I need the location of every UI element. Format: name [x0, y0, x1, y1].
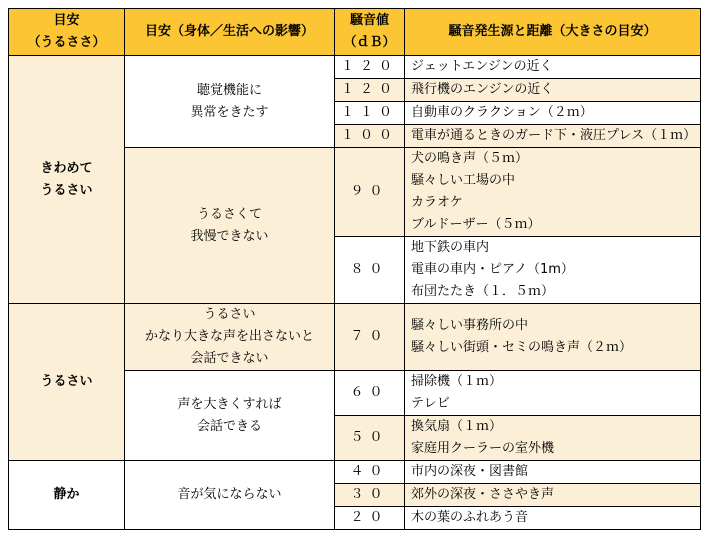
db-cell: ８０: [335, 237, 405, 304]
source-cell: 郊外の深夜・ささやき声: [405, 484, 701, 507]
table-row: [9, 461, 701, 484]
db-cell: １２０: [335, 79, 405, 102]
db-cell: ２０: [335, 507, 405, 530]
source-cell: 飛行機のエンジンの近く: [405, 79, 701, 102]
effect-cell: うるさくて 我慢できない: [125, 148, 335, 304]
level-cell: きわめて うるさい: [9, 56, 125, 304]
effect-cell: うるさい かなり大きな声を出さないと 会話できない: [125, 304, 335, 371]
effect-cell: 声を大きくすれば 会話できる: [125, 371, 335, 461]
level-cell: うるさい: [9, 304, 125, 461]
table-header-row: [9, 9, 701, 56]
source-cell: 木の葉のふれあう音: [405, 507, 701, 530]
source-cell: 換気扇（１ｍ） 家庭用クーラーの室外機: [405, 416, 701, 461]
table-row: [9, 56, 701, 79]
source-cell: 市内の深夜・図書館: [405, 461, 701, 484]
db-cell: ５０: [335, 416, 405, 461]
db-cell: ４０: [335, 461, 405, 484]
db-cell: １００: [335, 125, 405, 148]
source-cell: 地下鉄の車内 電車の車内・ピアノ（1m） 布団たたき（１．５ｍ）: [405, 237, 701, 304]
db-cell: ３０: [335, 484, 405, 507]
table-row: [9, 304, 701, 371]
noise-level-table: [8, 8, 701, 530]
source-cell: 自動車のクラクション（２ｍ）: [405, 102, 701, 125]
level-cell: 静か: [9, 461, 125, 530]
header-db: 騒音値 （ｄＢ）: [335, 9, 405, 56]
header-effect: 目安（身体／生活への影響）: [125, 9, 335, 56]
source-cell: 騒々しい事務所の中 騒々しい街頭・セミの鳴き声（２ｍ）: [405, 304, 701, 371]
source-cell: 掃除機（１ｍ） テレビ: [405, 371, 701, 416]
db-cell: ６０: [335, 371, 405, 416]
db-cell: １２０: [335, 56, 405, 79]
header-source: 騒音発生源と距離（大きさの目安）: [405, 9, 701, 56]
source-cell: 犬の鳴き声（５ｍ） 騒々しい工場の中 カラオケ ブルドーザー（５ｍ）: [405, 148, 701, 237]
db-cell: ７０: [335, 304, 405, 371]
source-cell: 電車が通るときのガード下・液圧プレス（１ｍ）: [405, 125, 701, 148]
db-cell: ９０: [335, 148, 405, 237]
effect-cell: 音が気にならない: [125, 461, 335, 530]
effect-cell: 聴覚機能に 異常をきたす: [125, 56, 335, 148]
header-level: 目安 （うるささ）: [9, 9, 125, 56]
source-cell: ジェットエンジンの近く: [405, 56, 701, 79]
db-cell: １１０: [335, 102, 405, 125]
